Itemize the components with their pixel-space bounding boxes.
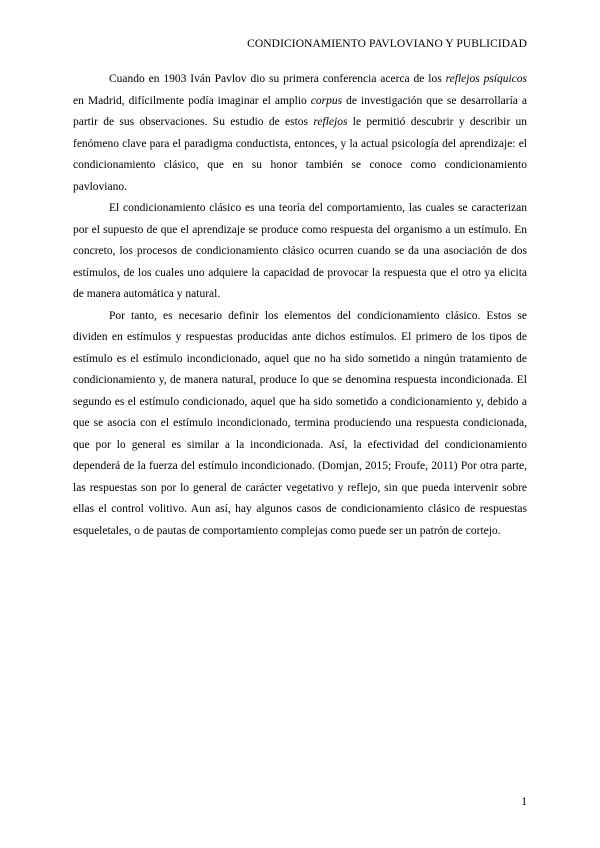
paragraph: Cuando en 1903 Iván Pavlov dio su primera conferencia acerca de los reflejos psíquicos en Madrid, difícilmente podía imaginar el amplio corpus de investigación que se desarrollaría a partir de sus observaciones. Su estudio de estos reflejos le permitió descubrir y describir un fenómeno clave para el paradigma conductista, entonces, y la actual psicología del aprendizaje: el condicionamiento clásico, que en su honor también se conoce como condicionamiento pavloviano.: [73, 73, 528, 193]
paragraph: El condicionamiento clásico es una teoría del comportamiento, las cuales se caracterizan por el supuesto de que el aprendizaje se produce como respuesta del organismo a un estímulo. En concreto, los procesos de condicionamiento clásico ocurren cuando se da una asociación de dos estímulos, de los cuales uno adquiere la capacidad de provocar la respuesta que el otro ya elicita de manera automática y natural.: [73, 202, 527, 300]
page-number: 1: [521, 796, 527, 808]
paragraph: Por tanto, es necesario definir los elementos del condicionamiento clásico. Estos se dividen en estímulos y respuestas producidas ante dichos estímulos. El primero de los tipos de estímulo es el estímulo incondicionado, aquel que no ha sido sometido a ningún tratamiento de condicionamiento y, de manera natural, produce lo que se denomina respuesta incondicionada. El segundo es el estímulo condicionado, aquel que ha sido sometido a condicionamiento y, debido a que se asocia con el estímulo incondicionado, termina produciendo una respuesta condicionada, que por lo general es similar a la incondicionada. Así, la efectividad del condicionamiento dependerá de la fuerza del estímulo incondicionado. (Domjan, 2015; Froufe, 2011) Por otra parte, las respuestas son por lo general de carácter vegetativo y reflejo, sin que pueda intervenir sobre ellas el control volitivo. Aun así, hay algunos casos de condicionamiento clásico de respuestas esqueletales, o de pautas de comportamiento complejas como puede ser un patrón de cortejo.: [73, 309, 527, 537]
running-head: CONDICIONAMIENTO PAVLOVIANO Y PUBLICIDAD: [247, 38, 527, 50]
body-text: [73, 69, 527, 542]
